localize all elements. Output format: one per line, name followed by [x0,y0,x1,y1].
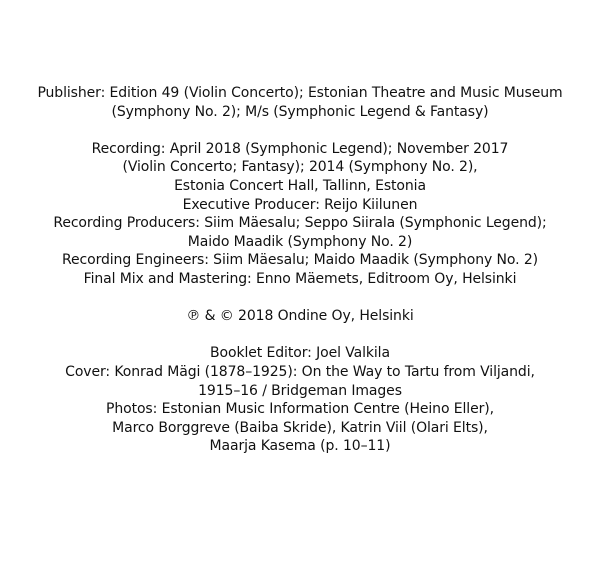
photos-line: Maarja Kasema (p. 10–11) [209,438,391,455]
cover-line: Cover: Konrad Mägi (1878–1925): On the Way to Tartu from Viljandi, [65,363,535,380]
cover-line: 1915–16 / Bridgeman Images [198,382,402,399]
recording-block [0,140,600,289]
booklet-block [0,344,600,456]
photos-line: Photos: Estonian Music Information Centre (Heino Eller), [106,401,494,418]
copyright-block [0,307,600,326]
copyright-line: ℗ & © 2018 Ondine Oy, Helsinki [186,308,414,325]
publisher-line: Publisher: Edition 49 (Violin Concerto); Estonian Theatre and Music Museum [37,85,563,101]
recording-line: Estonia Concert Hall, Tallinn, Estonia [174,177,426,194]
recording-line: Recording: April 2018 (Symphonic Legend); November 2017 [91,140,509,157]
recording-producers-line: Maido Maadik (Symphony No. 2) [187,233,413,250]
executive-producer-line: Executive Producer: Reijo Kiilunen [182,196,418,213]
booklet-editor-line: Booklet Editor: Joel Valkila [210,345,390,362]
publisher-block [0,84,600,121]
recording-line: (Violin Concerto; Fantasy); 2014 (Symphony No. 2), [122,159,478,176]
photos-line: Marco Borggreve (Baiba Skride), Katrin Viil (Olari Elts), [112,419,488,436]
recording-engineers-line: Recording Engineers: Siim Mäesalu; Maido Maadik (Symphony No. 2) [62,252,538,269]
publisher-line: (Symphony No. 2); M/s (Symphonic Legend & Fantasy) [111,103,489,120]
recording-producers-line: Recording Producers: Siim Mäesalu; Seppo Siirala (Symphonic Legend); [53,215,547,232]
mix-mastering-line: Final Mix and Mastering: Enno Mäemets, Editroom Oy, Helsinki [83,270,517,287]
credits-text [0,84,600,456]
